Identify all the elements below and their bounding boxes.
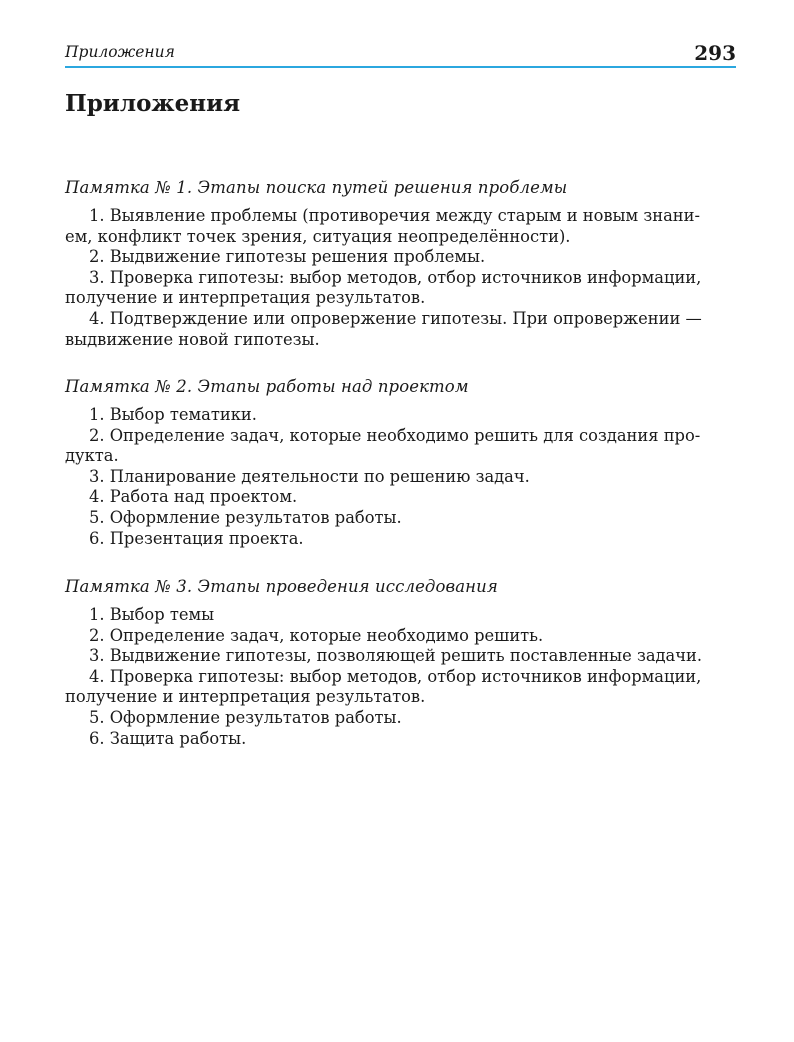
- memo-3: [65, 577, 736, 749]
- running-header: [65, 41, 736, 65]
- memo-item: 3. Выдвижение гипотезы, позволяющей решить поставленные задачи.: [89, 646, 703, 666]
- memo-item: 1. Выбор тематики.: [89, 405, 257, 424]
- memo-item: 4. Проверка гипотезы: выбор методов, отбор источников информации, получение и интерпретация результатов.: [65, 666, 702, 707]
- memo-item: 6. Презентация проекта.: [89, 528, 304, 548]
- memo-item: 2. Выдвижение гипотезы решения проблемы.: [89, 247, 486, 267]
- memo-item: 6. Защита работы.: [89, 728, 247, 748]
- memo-2: [65, 377, 736, 549]
- memo-title: Памятка № 3. Этапы проведения исследования: [65, 577, 498, 596]
- memo-1: [65, 178, 736, 350]
- memo-item: 4. Работа над проектом.: [89, 487, 298, 507]
- running-title: Приложения: [65, 43, 175, 61]
- header-divider: [65, 66, 736, 68]
- memo-title: Памятка № 1. Этапы поиска путей решения проблемы: [65, 178, 568, 197]
- memo-title: Памятка № 2. Этапы работы над проектом: [65, 377, 469, 396]
- memo-item: 5. Оформление результатов работы.: [89, 507, 402, 527]
- memo-item: 3. Планирование деятельности по решению задач.: [89, 466, 530, 486]
- memo-item: 1. Выбор темы: [89, 605, 215, 624]
- memo-item: 3. Проверка гипотезы: выбор методов, отбор источников информации, получение и интерпретация результатов.: [65, 267, 702, 308]
- page-number: 293: [694, 41, 736, 65]
- memo-item: 1. Выявление проблемы (противоречия между старым и новым знани- ем, конфликт точек зрения, ситуация неопределённости).: [65, 206, 700, 246]
- chapter-title: Приложения: [65, 90, 241, 117]
- memo-item: 4. Подтверждение или опровержение гипотезы. При опровержении — выдвижение новой гипотезы.: [65, 308, 702, 349]
- memo-item: 2. Определение задач, которые необходимо решить.: [89, 625, 544, 645]
- memo-item: 5. Оформление результатов работы.: [89, 707, 402, 727]
- memo-item: 2. Определение задач, которые необходимо решить для создания про- дукта.: [65, 425, 701, 466]
